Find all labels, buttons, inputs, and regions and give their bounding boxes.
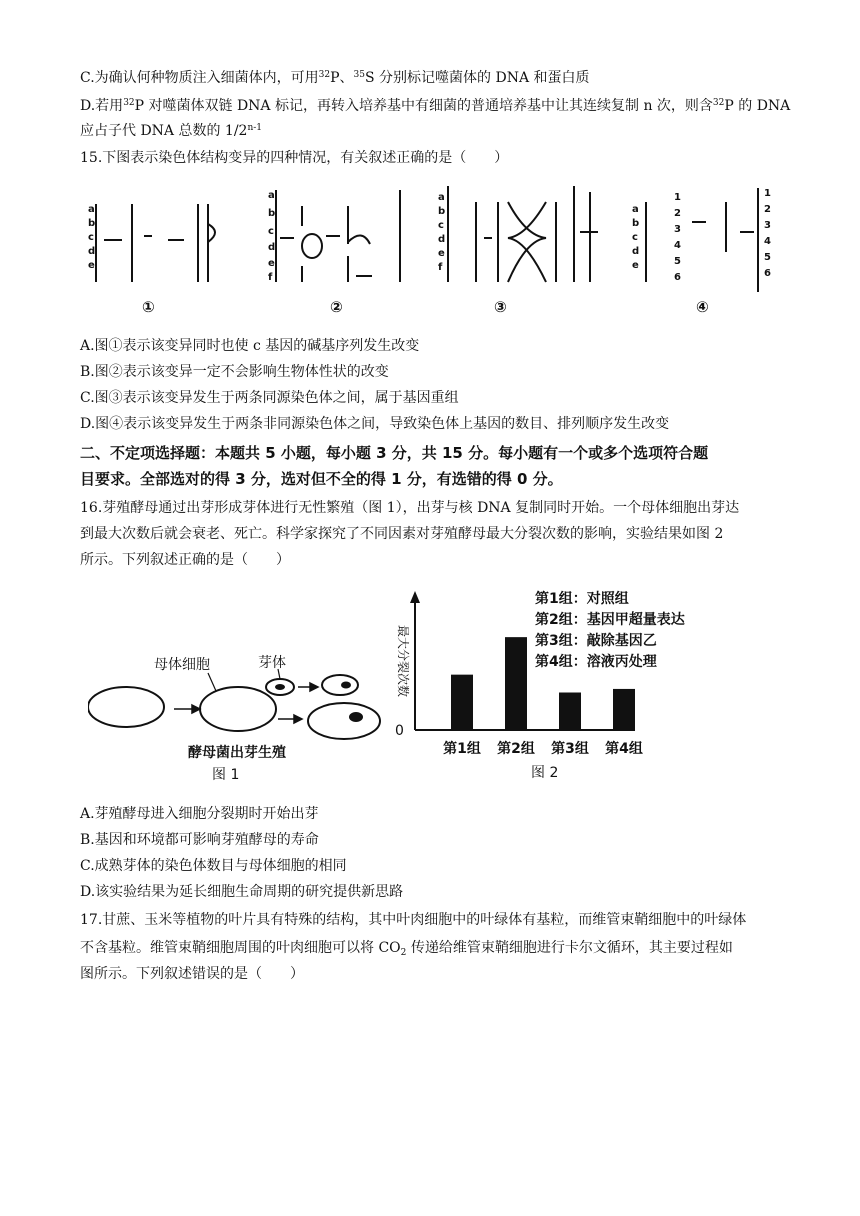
chrom-letter: a (88, 204, 95, 215)
q14-option-d-cont: 应占子代 DNA 总数的 1/2$^{n-1}$ (80, 123, 263, 139)
chrom-letter: b (438, 206, 446, 217)
chrom-number: 1 (674, 192, 681, 203)
panel-3-diagram (448, 186, 598, 282)
chrom-letter: a (632, 204, 639, 215)
x-tick-label-4: 第4组 (605, 741, 643, 757)
legend-item-2: 第2组：基因甲超量表达 (535, 612, 685, 628)
bud-label: 芽体 (258, 655, 286, 671)
q16-stem-line2: 到最大次数后就会衰老、死亡。科学家探究了不同因素对芽殖酵母最大分裂次数的影响，实验结果如图 2 (80, 526, 724, 542)
fig1-title: 图 1 (212, 767, 240, 783)
chrom-letter: a (268, 190, 275, 201)
q15-option-c: C.图③表示该变异发生于两条同源染色体之间，属于基因重组 (80, 390, 459, 406)
mother-cell-1 (88, 687, 164, 727)
x-tick-label-3: 第3组 (551, 741, 589, 757)
bar-4 (613, 689, 635, 730)
yeast-budding-figure (88, 645, 388, 785)
y-origin-label: 0 (395, 723, 404, 739)
q15-option-a: A.图①表示该变异同时也使 c 基因的碱基序列发生改变 (80, 338, 420, 354)
chrom-number: 5 (764, 252, 771, 263)
chrom-letter: d (632, 246, 640, 257)
q15-stem: 15.下图表示染色体结构变异的四种情况，有关叙述正确的是（ ） (80, 150, 509, 166)
q17-stem-line1: 17.甘蔗、玉米等植物的叶片具有特殊的结构，其中叶肉细胞中的叶绿体有基粒，而维管束鞘细胞中的叶绿体 (80, 912, 747, 928)
q16-option-d: D.该实验结果为延长细胞生命周期的研究提供新思路 (80, 884, 404, 900)
legend-item-4: 第4组：溶液丙处理 (535, 654, 657, 670)
bar-3 (559, 693, 581, 731)
chrom-number: 3 (674, 224, 681, 235)
max-division-bar-chart (385, 585, 720, 790)
q16-stem-line1: 16.芽殖酵母通过出芽形成芽体进行无性繁殖（图 1），出芽与核 DNA 复制同时开始。一个母体细胞出芽达 (80, 500, 740, 516)
chrom-number: 1 (764, 188, 771, 199)
q17-stem-line3: 图所示。下列叙述错误的是（ ） (80, 966, 304, 982)
q16-stem-line3: 所示。下列叙述正确的是（ ） (80, 552, 290, 568)
chrom-number: 5 (674, 256, 681, 267)
chrom-number: 3 (764, 220, 771, 231)
daughter-cell-small (322, 675, 358, 695)
chrom-number: 6 (764, 268, 771, 279)
x-tick-label-2: 第2组 (497, 741, 535, 757)
chrom-letter: d (88, 246, 96, 257)
mother-cell-2 (200, 687, 276, 731)
chrom-number: 4 (764, 236, 771, 247)
chrom-letter: f (438, 262, 443, 273)
section-2-heading-line1: 二、不定项选择题：本题共 5 小题，每小题 3 分，共 15 分。每小题有一个或多个选项符合题 (80, 444, 709, 462)
legend-item-3: 第3组：敲除基因乙 (535, 633, 657, 649)
chrom-letter: b (268, 208, 276, 219)
chrom-number: 4 (674, 240, 681, 251)
bar-1 (451, 675, 473, 730)
chrom-letter: e (88, 260, 95, 271)
chrom-letter: b (632, 218, 640, 229)
chrom-letter: e (268, 258, 275, 269)
q14-option-d: D.若用$^{32}$P 对噬菌体双链 DNA 标记，再转入培养基中有细菌的普通培养基中让其连续复制 n 次，则含$^{32}$P 的 DNA (80, 98, 791, 114)
x-tick-label-1: 第1组 (443, 741, 481, 757)
chrom-letter: e (438, 248, 445, 259)
fig2-title: 图 2 (531, 765, 559, 781)
panel-label-3: ③ (494, 298, 507, 316)
chrom-letter: c (88, 232, 94, 243)
q16-option-c: C.成熟芽体的染色体数目与母体细胞的相同 (80, 858, 347, 874)
y-axis-label: 最大分裂次数 (396, 625, 410, 698)
q15-option-d: D.图④表示该变异发生于两条非同源染色体之间，导致染色体上基因的数目、排列顺序发生改变 (80, 416, 670, 432)
y-axis-arrow (410, 591, 420, 603)
chrom-number: 2 (674, 208, 681, 219)
panel-label-2: ② (330, 298, 343, 316)
chrom-letter: d (438, 234, 446, 245)
chrom-number: 6 (674, 272, 681, 283)
chrom-letter: e (632, 260, 639, 271)
chrom-letter: c (268, 226, 274, 237)
chrom-letter: f (268, 272, 273, 283)
chrom-letter: d (268, 242, 276, 253)
q17-stem-line2: 不含基粒。维管束鞘细胞周围的叶肉细胞可以将 $CO_2$ 传递给维管束鞘细胞进行卡尔文循环，其主要过程如 (80, 940, 733, 958)
fig1-caption: 酵母菌出芽生殖 (188, 745, 286, 761)
panel-label-4: ④ (696, 298, 709, 316)
daughter-cell-large (308, 703, 380, 739)
legend-item-1: 第1组：对照组 (535, 591, 629, 607)
section-2-heading-line2: 目要求。全部选对的得 3 分，选对但不全的得 1 分，有选错的得 0 分。 (80, 470, 563, 488)
chrom-letter: c (438, 220, 444, 231)
panel-1-diagram (96, 204, 215, 282)
bar-2 (505, 637, 527, 730)
q14-option-c: C.为确认何种物质注入细菌体内，可用$^{32}$P、$^{35}$S 分别标记噬菌体的 DNA 和蛋白质 (80, 70, 590, 86)
panel-label-1: ① (142, 298, 155, 316)
chrom-letter: a (438, 192, 445, 203)
chromosome-variation-figure (80, 182, 780, 322)
mother-cell-label: 母体细胞 (154, 657, 210, 673)
q16-option-a: A.芽殖酵母进入细胞分裂期时开始出芽 (80, 806, 319, 822)
panel-2-diagram (276, 190, 400, 282)
chrom-letter: b (88, 218, 96, 229)
panel-4-diagram (646, 188, 758, 292)
q15-option-b: B.图②表示该变异一定不会影响生物体性状的改变 (80, 364, 389, 380)
chrom-number: 2 (764, 204, 771, 215)
q16-option-b: B.基因和环境都可影响芽殖酵母的寿命 (80, 832, 319, 848)
chrom-letter: c (632, 232, 638, 243)
